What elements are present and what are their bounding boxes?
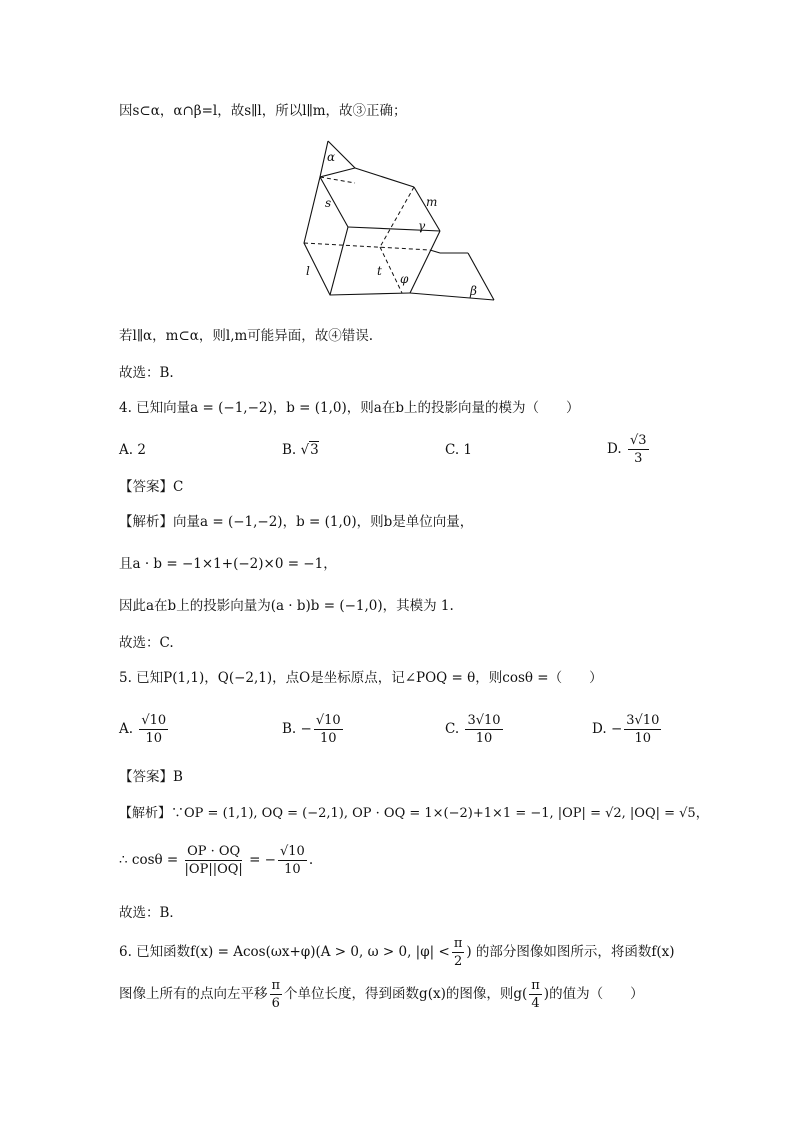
label-s: s <box>325 196 332 210</box>
solution-line: 且a · b = −1×1+(−2)×0 = −1， <box>119 556 337 572</box>
hidden-edge <box>380 187 414 247</box>
text-line: 故选：B. <box>119 365 174 381</box>
text-line: 故选：C. <box>119 635 174 651</box>
label-phi: φ <box>400 272 409 286</box>
label-beta: β <box>470 284 477 298</box>
plane-gamma-top <box>355 168 414 187</box>
plane-beta-edge <box>410 293 494 300</box>
answer-label: 【答案】C <box>119 479 184 495</box>
question-4-stem: 4. 已知向量a = (−1,−2)，b = (1,0)，则a在b上的投影向量的模为（ ） <box>119 400 580 416</box>
label-m: m <box>426 195 438 209</box>
option-a: A. $\frac{√10}{10}$ <box>119 713 167 746</box>
text-line: 若l∥α，m⊂α，则l,m可能异面，故④错误. <box>119 328 374 344</box>
hidden-edge-t <box>380 247 402 293</box>
hidden-edge <box>304 243 430 250</box>
plane-beta-edge <box>430 250 440 253</box>
label-alpha: α <box>327 150 336 164</box>
question-6-stem: 图像上所有的点向左平移 $\frac{\pi}{6}$ 个单位长度，得到函数g(x)的图像，则g( $\frac{\pi}{4}$ )的值为（ ） <box>119 978 644 1011</box>
option-c: C. $\frac{3√10}{10}$ <box>445 713 501 746</box>
vector-a: a = (−1,−2) <box>190 400 273 416</box>
text-line: 故选：B． <box>119 905 183 921</box>
option-d: D. $\frac{√3}{3}$ <box>607 433 647 466</box>
vector-b: b = (1,0) <box>286 400 347 416</box>
label-l: l <box>306 264 310 278</box>
answer-label: 【答案】B <box>119 769 183 785</box>
fraction: $\frac{√3}{3}$ <box>629 433 647 466</box>
text-line: 因s⊂α，α∩β=l，故s∥l，所以l∥m，故③正确； <box>119 103 407 119</box>
solution-line: 因此a在b上的投影向量为(a · b)b = (−1,0)，其模为 1. <box>119 598 454 614</box>
label-t: t <box>377 264 382 278</box>
question-6-stem: 6. 已知函数f(x) = Acos(ωx+φ)(A > 0, ω > 0, |φ| < $\frac{\pi}{2}$ ) 的部分图像如图所示，将函数f(x) <box>119 936 675 969</box>
geometry-figure <box>290 135 505 305</box>
option-c: C. 1 <box>445 442 473 458</box>
solution-line: 【解析】向量a = (−1,−2)，b = (1,0)，则b是单位向量， <box>119 514 474 530</box>
option-d: D. − $\frac{3√10}{10}$ <box>592 713 660 746</box>
label-gamma: γ <box>418 219 426 233</box>
hidden-edge <box>320 177 355 183</box>
solution-line: ∴ cosθ = $\frac{OP \cdot OQ}{|OP||OQ|}$ = − $\frac{√10}{10}$ . <box>119 844 314 877</box>
solution-line: 【解析】∵OP = (1,1), OQ = (−2,1), OP · OQ = 1×(−2)+1×1 = −1, |OP| = √2, |OQ| = √5， <box>119 806 709 821</box>
option-b: B. √3 <box>282 442 319 458</box>
option-b: B. − $\frac{√10}{10}$ <box>282 713 341 746</box>
question-5-stem: 5. 已知P(1,1)，Q(−2,1)，点O是坐标原点，记∠POQ = θ，则cosθ =（ ） <box>119 670 603 686</box>
option-a: A. 2 <box>119 442 146 458</box>
plane-gamma-bottom <box>410 231 440 293</box>
edge-l <box>330 227 348 295</box>
plane-gamma-mid <box>348 227 440 231</box>
plane-alpha-edge <box>304 141 410 295</box>
